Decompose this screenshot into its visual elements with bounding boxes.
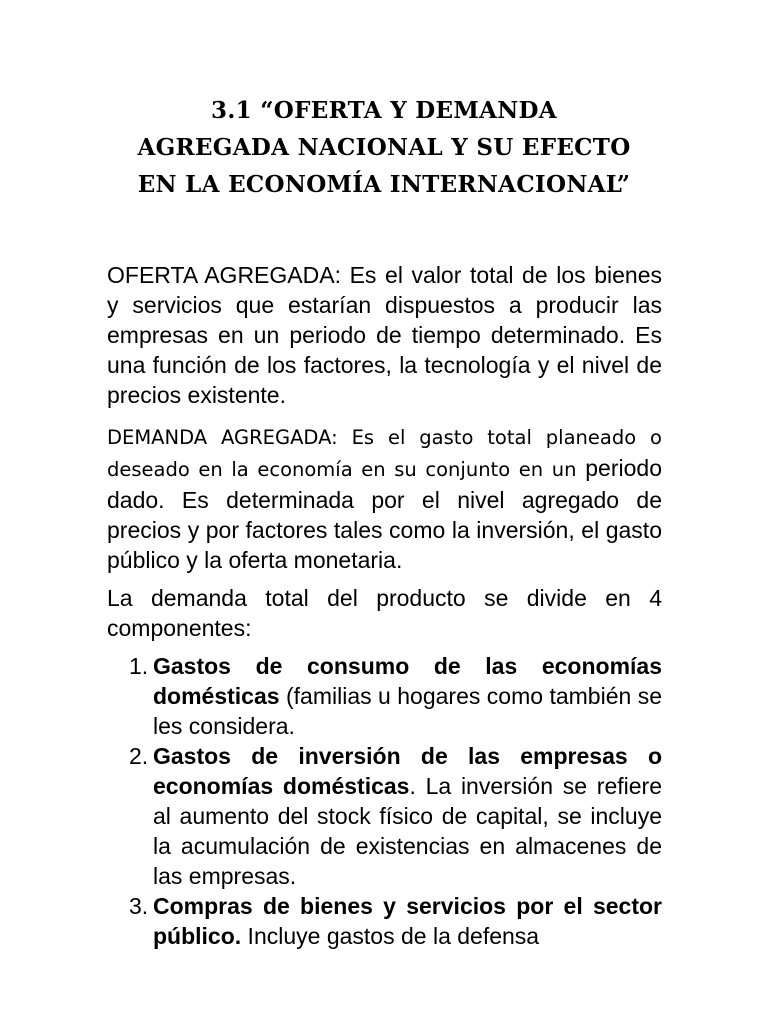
components-list	[107, 651, 662, 951]
list-item	[107, 891, 662, 951]
list-item	[107, 741, 662, 891]
title-line-1: 3.1 “OFERTA Y DEMANDA	[211, 97, 557, 124]
list-item-number: 1.	[129, 653, 149, 679]
list-item-heading: Compras de bienes y servicios por el sector público.	[153, 893, 662, 949]
list-item-number: 3.	[129, 893, 149, 919]
oferta-agregada-paragraph	[107, 260, 662, 410]
list-item-heading: Gastos de inversión de las empresas o economías domésticas	[153, 743, 662, 799]
title-line-3: EN LA ECONOMÍA INTERNACIONAL”	[137, 171, 631, 198]
demanda-agregada-definition-part-2: periodo dado. Es determinada por el nivel agregado de precios y por factores tales como la inversión, el gasto público y la oferta monetaria.	[107, 455, 662, 573]
list-item-heading: Gastos de consumo de las economías domésticas	[153, 653, 662, 709]
demanda-agregada-paragraph	[107, 421, 662, 575]
list-item	[107, 651, 662, 741]
oferta-agregada-term: OFERTA AGREGADA	[107, 262, 335, 288]
oferta-agregada-definition: : Es el valor total de los bienes y servicios que estarían dispuestos a producir las empresas en un periodo de tiempo determinado. Es una función de los factores, la tecnología y el nivel de precios existente.	[107, 262, 663, 408]
list-item-text: . La inversión se refiere al aumento del stock físico de capital, se incluye la acumulación de existencias en almacenes de las empresas.	[153, 773, 662, 889]
demanda-agregada-term: DEMANDA AGREGADA	[107, 426, 332, 449]
list-item-text: Incluye gastos de la defensa	[241, 923, 540, 949]
title-line-2: AGREGADA NACIONAL Y SU EFECTO	[137, 134, 631, 161]
components-intro: La demanda total del producto se divide en 4 componentes:	[107, 585, 662, 641]
demanda-agregada-definition-part-1: : Es el gasto total planeado o deseado en la economía en su conjunto en un	[107, 426, 662, 481]
document-title	[100, 92, 668, 203]
list-item-text: (familias u hogares como también se les considera.	[153, 683, 662, 739]
list-item-number: 2.	[129, 743, 149, 769]
